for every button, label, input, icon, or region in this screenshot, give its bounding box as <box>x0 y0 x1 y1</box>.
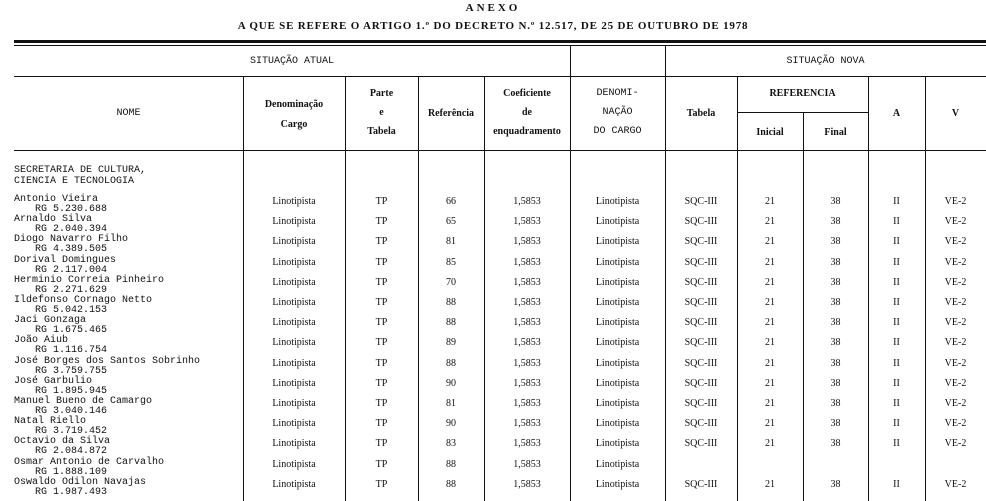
cell-final: 38 <box>830 196 841 207</box>
employee-rg: RG 4.389.505 <box>35 244 108 256</box>
cell-denom: Linotipista <box>595 458 640 470</box>
cell-a: II <box>893 236 900 248</box>
cell-cargo: Linotipista <box>272 216 316 228</box>
cell-coef: 1,5853 <box>513 196 541 207</box>
cell-a: II <box>893 418 900 430</box>
col-header-a: A <box>892 108 901 119</box>
cell-parte: TP <box>375 478 388 490</box>
col-header-denom-nova-line3: DO CARGO <box>593 126 642 137</box>
cell-final: 38 <box>830 478 841 490</box>
table-row-name <box>14 276 164 296</box>
group-header-situacao-nova: SITUAÇÃO NOVA <box>786 56 865 67</box>
table-row-name <box>14 235 128 255</box>
cell-ref: 90 <box>446 377 456 389</box>
col-header-parte-line2: e <box>379 107 384 118</box>
cell-cargo: Linotipista <box>272 276 316 288</box>
cell-v: VE-2 <box>944 317 967 329</box>
cell-tabela: SQC-III <box>684 216 718 228</box>
cell-ref: 65 <box>446 216 456 228</box>
cell-a: II <box>893 276 900 288</box>
cell-inicial: 21 <box>765 478 775 490</box>
cell-a: II <box>893 377 900 389</box>
cell-denom: Linotipista <box>595 438 640 450</box>
employee-rg: RG 3.040.146 <box>35 406 108 417</box>
cell-inicial: 21 <box>765 418 775 430</box>
cell-denom: Linotipista <box>595 317 640 329</box>
col-header-coef-line3: enquadramento <box>493 126 561 137</box>
cell-ref: 81 <box>446 398 456 409</box>
cell-denom: Linotipista <box>595 256 640 268</box>
cell-v: VE-2 <box>944 216 967 228</box>
cell-tabela: SQC-III <box>684 438 718 450</box>
cell-tabela: SQC-III <box>684 337 718 349</box>
cell-cargo: Linotipista <box>272 196 316 207</box>
cell-denom: Linotipista <box>595 236 640 248</box>
cell-tabela: SQC-III <box>684 478 718 490</box>
cell-cargo: Linotipista <box>272 297 316 308</box>
cell-a: II <box>893 196 900 207</box>
cell-cargo: Linotipista <box>272 438 316 450</box>
cell-ref: 89 <box>446 337 456 349</box>
employee-rg: RG 2.271.629 <box>35 284 108 296</box>
cell-parte: TP <box>375 438 388 450</box>
cell-ref: 88 <box>446 478 456 490</box>
employee-name: Jaci Gonzaga <box>14 315 87 327</box>
cell-inicial: 21 <box>765 196 775 207</box>
table-row-name <box>14 437 110 457</box>
cell-v: VE-2 <box>944 337 967 349</box>
cell-coef: 1,5853 <box>513 236 541 248</box>
cell-final: 38 <box>830 236 841 248</box>
cell-coef: 1,5853 <box>513 216 541 228</box>
cell-tabela: SQC-III <box>684 357 718 369</box>
cell-tabela: SQC-III <box>684 317 718 329</box>
employee-rg: RG 1.895.945 <box>35 385 108 397</box>
cell-parte: TP <box>375 418 388 430</box>
employee-name: Herminio Correia Pinheiro <box>14 274 165 286</box>
cell-coef: 1,5853 <box>513 357 541 369</box>
employee-name: Diogo Navarro Filho <box>14 234 129 246</box>
employee-name: Ildefonso Cornago Netto <box>14 295 153 306</box>
cell-inicial: 21 <box>765 276 775 288</box>
cell-v: VE-2 <box>944 357 967 369</box>
cell-tabela: SQC-III <box>684 236 718 248</box>
cell-parte: TP <box>375 458 388 470</box>
employee-name: Osmar Antonio de Carvalho <box>14 456 165 468</box>
cell-tabela: SQC-III <box>684 398 718 409</box>
cell-v: VE-2 <box>944 236 967 248</box>
cell-cargo: Linotipista <box>272 357 316 369</box>
cell-inicial: 21 <box>765 297 775 308</box>
cell-ref: 83 <box>446 438 456 450</box>
cell-ref: 88 <box>446 458 456 470</box>
cell-ref: 85 <box>446 256 456 268</box>
employee-rg: RG 3.719.452 <box>35 426 108 438</box>
employee-rg: RG 2.084.872 <box>35 446 108 458</box>
col-header-coef-line1: Coeficiente <box>503 88 551 99</box>
cell-denom: Linotipista <box>595 357 640 369</box>
cell-coef: 1,5853 <box>513 377 541 389</box>
header-divider <box>14 76 986 77</box>
cell-inicial: 21 <box>765 377 775 389</box>
cell-cargo: Linotipista <box>272 418 316 430</box>
cell-final: 38 <box>830 377 841 389</box>
cell-v: VE-2 <box>944 256 967 268</box>
employee-rg: RG 1.116.754 <box>35 345 108 357</box>
cell-inicial: 21 <box>765 398 775 409</box>
employee-name: Antonio Vieira <box>14 194 99 205</box>
col-header-referencia-nova: REFERENCIA <box>769 88 836 99</box>
cell-inicial: 21 <box>765 337 775 349</box>
cell-final: 38 <box>830 216 841 228</box>
cell-ref: 66 <box>446 196 456 207</box>
top-rule-thick <box>14 40 986 43</box>
cell-parte: TP <box>375 357 388 369</box>
col-header-nome: NOME <box>116 108 141 119</box>
cell-tabela: SQC-III <box>684 256 718 268</box>
cell-coef: 1,5853 <box>513 297 541 308</box>
table-row-name <box>14 458 164 478</box>
col-header-parte-line3: Tabela <box>367 126 396 137</box>
cell-v: VE-2 <box>944 276 967 288</box>
top-rule-thin <box>14 45 986 46</box>
table-row-name <box>14 195 107 215</box>
cell-tabela: SQC-III <box>684 297 718 308</box>
cell-v: VE-2 <box>944 398 967 409</box>
cell-v: VE-2 <box>944 377 967 389</box>
cell-a: II <box>893 216 900 228</box>
cell-denom: Linotipista <box>595 478 640 490</box>
cell-final: 38 <box>830 337 841 349</box>
cell-inicial: 21 <box>765 236 775 248</box>
cell-inicial: 21 <box>765 438 775 450</box>
col-header-v: V <box>951 108 960 119</box>
cell-v: VE-2 <box>944 478 967 490</box>
table-row-name <box>14 336 107 356</box>
col-header-final: Final <box>824 127 847 138</box>
employee-name: Dorival Domingues <box>14 254 117 266</box>
cell-final: 38 <box>830 276 841 288</box>
cell-denom: Linotipista <box>595 196 640 207</box>
col-header-denominacao-line2: Cargo <box>280 119 308 130</box>
cell-final: 38 <box>830 297 841 308</box>
cell-a: II <box>893 438 900 450</box>
header-bottom-rule <box>14 150 986 151</box>
col-header-coeficiente <box>484 84 570 141</box>
annex-title: ANEXO <box>465 2 521 14</box>
employee-name: José Garbulio <box>14 375 93 387</box>
employee-name: João Aiub <box>14 335 69 347</box>
employee-name: Octavio da Silva <box>14 436 111 448</box>
cell-denom: Linotipista <box>595 276 640 288</box>
cell-ref: 88 <box>446 317 456 329</box>
col-header-parte-tabela <box>345 84 418 141</box>
cell-ref: 81 <box>446 236 456 248</box>
cell-coef: 1,5853 <box>513 276 541 288</box>
cell-parte: TP <box>375 276 388 288</box>
cell-ref: 88 <box>446 297 456 308</box>
cell-denom: Linotipista <box>595 377 640 389</box>
employee-rg: RG 2.040.394 <box>35 224 108 236</box>
cell-parte: TP <box>375 216 388 228</box>
cell-tabela: SQC-III <box>684 377 718 389</box>
cell-parte: TP <box>375 337 388 349</box>
table-row-name <box>14 417 107 437</box>
employee-name: Oswaldo Odilon Navajas <box>14 476 147 488</box>
cell-tabela: SQC-III <box>684 276 718 288</box>
cell-ref: 70 <box>446 276 456 288</box>
table-row-name <box>14 316 107 336</box>
employee-rg: RG 2.117.004 <box>35 264 108 276</box>
cell-denom: Linotipista <box>595 216 640 228</box>
col-header-coef-line2: de <box>522 107 532 118</box>
cell-a: II <box>893 297 900 308</box>
cell-inicial: 21 <box>765 256 775 268</box>
cell-coef: 1,5853 <box>513 398 541 409</box>
cell-ref: 88 <box>446 357 456 369</box>
col-header-inicial: Inicial <box>756 127 784 138</box>
col-header-denominacao-line1: Denominação <box>264 99 324 110</box>
cell-v: VE-2 <box>944 418 967 430</box>
cell-cargo: Linotipista <box>272 398 316 409</box>
cell-tabela: SQC-III <box>684 196 718 207</box>
cell-cargo: Linotipista <box>272 458 316 470</box>
employee-rg: RG 1.987.493 <box>35 486 108 498</box>
table-row-name <box>14 357 200 377</box>
cell-coef: 1,5853 <box>513 478 541 490</box>
employee-rg: RG 1.675.465 <box>35 325 108 337</box>
cell-parte: TP <box>375 196 388 207</box>
cell-coef: 1,5853 <box>513 317 541 329</box>
cell-parte: TP <box>375 398 388 409</box>
cell-final: 38 <box>830 438 841 450</box>
cell-a: II <box>893 256 900 268</box>
table-row-name <box>14 377 107 397</box>
cell-inicial: 21 <box>765 317 775 329</box>
cell-cargo: Linotipista <box>272 377 316 389</box>
cell-parte: TP <box>375 297 388 308</box>
col-header-tabela: Tabela <box>686 108 716 119</box>
col-header-denominacao <box>243 95 345 135</box>
col-header-denom-nova-line2: NAÇÃO <box>602 107 633 118</box>
cell-v: VE-2 <box>944 297 967 308</box>
cell-parte: TP <box>375 377 388 389</box>
cell-coef: 1,5853 <box>513 256 541 268</box>
cell-coef: 1,5853 <box>513 458 541 470</box>
employee-name: Natal Riello <box>14 416 87 428</box>
department-line1: SECRETARIA DE CULTURA, <box>14 165 147 176</box>
cell-coef: 1,5853 <box>513 337 541 349</box>
cell-v: VE-2 <box>944 438 967 450</box>
employee-rg: RG 1.888.109 <box>35 466 108 478</box>
cell-denom: Linotipista <box>595 398 640 409</box>
cell-a: II <box>893 398 900 409</box>
cell-parte: TP <box>375 256 388 268</box>
group-header-situacao-atual: SITUAÇÃO ATUAL <box>249 56 334 67</box>
cell-final: 38 <box>830 256 841 268</box>
department-heading <box>14 165 146 187</box>
employee-rg: RG 5.042.153 <box>35 305 108 316</box>
cell-cargo: Linotipista <box>272 337 316 349</box>
cell-cargo: Linotipista <box>272 478 316 490</box>
cell-denom: Linotipista <box>595 297 640 308</box>
cell-coef: 1,5853 <box>513 418 541 430</box>
cell-a: II <box>893 357 900 369</box>
col-header-referencia: Referência <box>427 108 475 119</box>
employee-rg: RG 5.230.688 <box>35 204 108 215</box>
table-row-name <box>14 215 107 235</box>
cell-a: II <box>893 317 900 329</box>
employee-name: Manuel Bueno de Camargo <box>14 396 153 407</box>
department-line2: CIENCIA E TECNOLOGIA <box>14 176 135 187</box>
table-row-name <box>14 478 146 498</box>
cell-tabela: SQC-III <box>684 418 718 430</box>
cell-cargo: Linotipista <box>272 236 316 248</box>
cell-parte: TP <box>375 317 388 329</box>
col-header-parte-line1: Parte <box>369 88 394 99</box>
cell-final: 38 <box>830 317 841 329</box>
employee-rg: RG 3.759.755 <box>35 365 108 377</box>
col-header-denominacao-cargo-nova <box>570 84 665 141</box>
table-row-name <box>14 256 116 276</box>
cell-coef: 1,5853 <box>513 438 541 450</box>
cell-final: 38 <box>830 418 841 430</box>
cell-ref: 90 <box>446 418 456 430</box>
cell-v: VE-2 <box>944 196 967 207</box>
employee-name: José Borges dos Santos Sobrinho <box>14 355 201 367</box>
cell-inicial: 21 <box>765 357 775 369</box>
cell-a: II <box>893 478 900 490</box>
cell-final: 38 <box>830 398 841 409</box>
table-row-name <box>14 397 152 417</box>
cell-cargo: Linotipista <box>272 317 316 329</box>
cell-inicial: 21 <box>765 216 775 228</box>
cell-final: 38 <box>830 357 841 369</box>
cell-a: II <box>893 337 900 349</box>
cell-denom: Linotipista <box>595 337 640 349</box>
table-row-name <box>14 296 152 316</box>
employee-name: Arnaldo Silva <box>14 214 93 226</box>
cell-parte: TP <box>375 236 388 248</box>
annex-subtitle: A QUE SE REFERE O ARTIGO 1.º DO DECRETO N.º 12.517, DE 25 DE OUTUBRO DE 1978 <box>237 20 749 32</box>
cell-denom: Linotipista <box>595 418 640 430</box>
cell-cargo: Linotipista <box>272 256 316 268</box>
col-header-denom-nova-line1: DENOMI- <box>596 88 639 99</box>
